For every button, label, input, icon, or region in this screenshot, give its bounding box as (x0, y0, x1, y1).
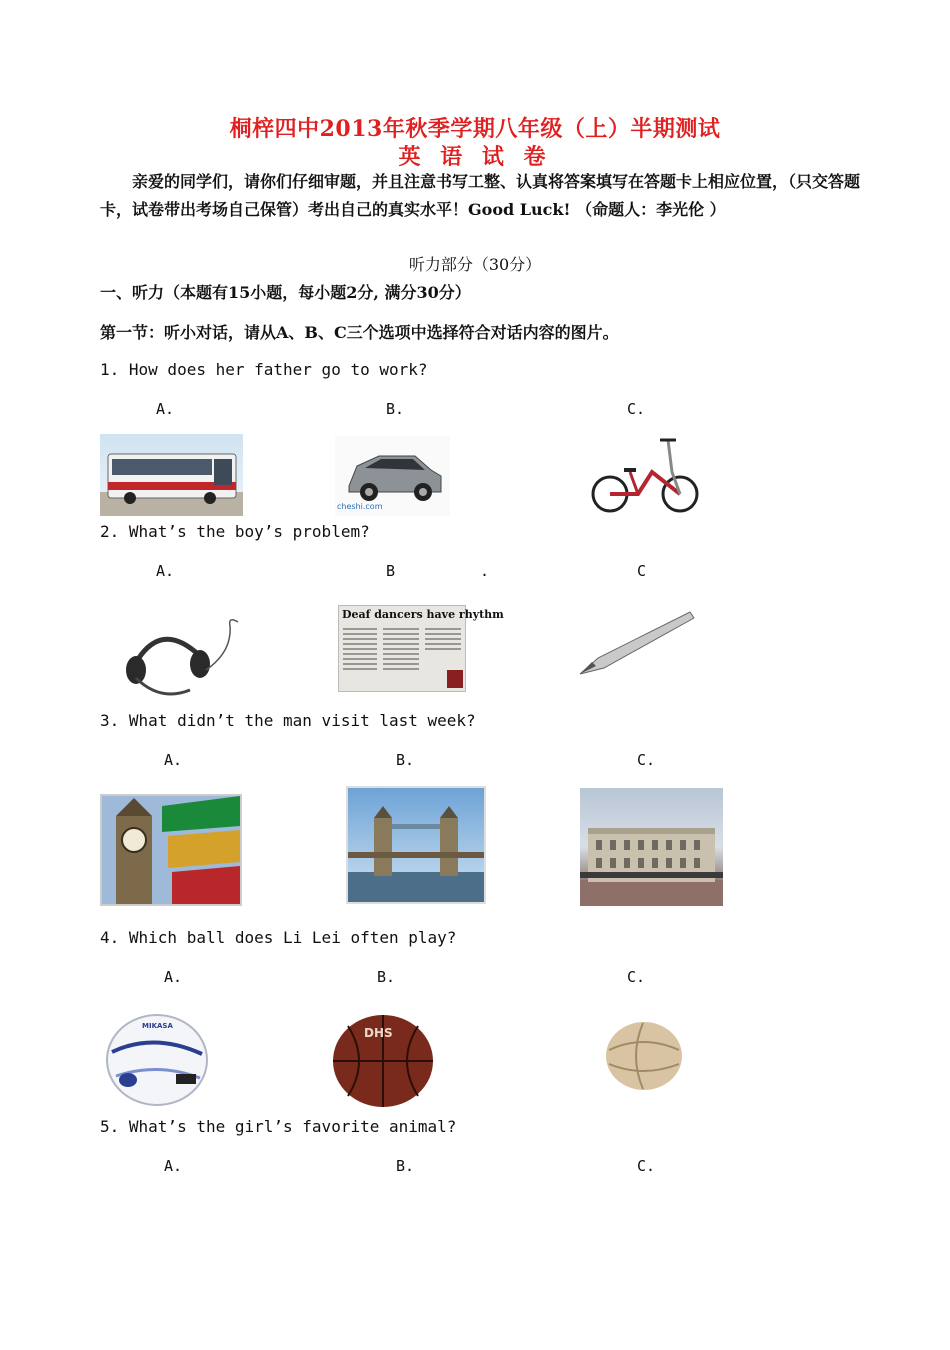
listening-part-title: 听力部分（30分） (408, 255, 542, 274)
car-image (335, 436, 450, 516)
old-volleyball-image (603, 1020, 685, 1092)
basketball-image (330, 1012, 436, 1110)
bus-image (100, 434, 243, 516)
ball-a-brand: MIKASA (142, 1022, 173, 1030)
car-site-label: cheshi.com (337, 502, 383, 511)
q5-option-b: B. (396, 1157, 415, 1175)
q5-option-c: C. (637, 1157, 656, 1175)
question-2: 2. What’s the boy’s problem? (100, 522, 370, 541)
question-1: 1. How does her father go to work? (100, 360, 428, 379)
q3-option-c: C. (637, 751, 656, 769)
q4-option-b: B. (377, 968, 396, 986)
question-4: 4. Which ball does Li Lei often play? (100, 928, 457, 947)
q2-option-a: A. (156, 562, 175, 580)
newspaper-image (338, 605, 504, 692)
exam-title: 桐梓四中2013年秋季学期八年级（上）半期测试 (229, 116, 721, 142)
q1-option-a: A. (156, 400, 175, 418)
big-ben-image (100, 794, 242, 906)
q4-option-a: A. (164, 968, 183, 986)
q1-option-c: C. (627, 400, 646, 418)
q4-option-c: C. (627, 968, 646, 986)
pen-image (574, 606, 698, 682)
q5-option-a: A. (164, 1157, 183, 1175)
ball-b-brand: DHS (364, 1026, 393, 1040)
section-listening: 一、听力（本题有15小题，每小题2分, 满分30分） (100, 283, 471, 302)
exam-subtitle: 英 语 试 卷 (398, 144, 552, 170)
q3-option-b: B. (396, 751, 415, 769)
bicycle-image (586, 432, 701, 516)
q2-option-c: C (637, 562, 647, 580)
question-5: 5. What’s the girl’s favorite animal? (100, 1117, 457, 1136)
q1-option-b: B. (386, 400, 405, 418)
question-3: 3. What didn’t the man visit last week? (100, 711, 476, 730)
volleyball-image (104, 1012, 210, 1108)
intro-paragraph (100, 168, 860, 224)
buckingham-palace-image (580, 788, 723, 906)
tower-bridge-image (346, 786, 486, 904)
subsection-1: 第一节：听小对话，请从A、B、C三个选项中选择符合对话内容的图片。 (100, 323, 619, 342)
q2-option-dot: . (480, 562, 490, 580)
q3-option-a: A. (164, 751, 183, 769)
newspaper-headline: Deaf dancers have rhythm (342, 608, 504, 621)
intro-text: 亲爱的同学们，请你们仔细审题，并且注意书写工整、认真将答案填写在答题卡上相应位置，（只交答题卡，试卷带出考场自己保管）考出自己的真实水平！Good Luck! （命题人：李光伦 ） (100, 172, 861, 219)
q2-option-b: B (386, 562, 396, 580)
headphones-image (120, 612, 242, 704)
